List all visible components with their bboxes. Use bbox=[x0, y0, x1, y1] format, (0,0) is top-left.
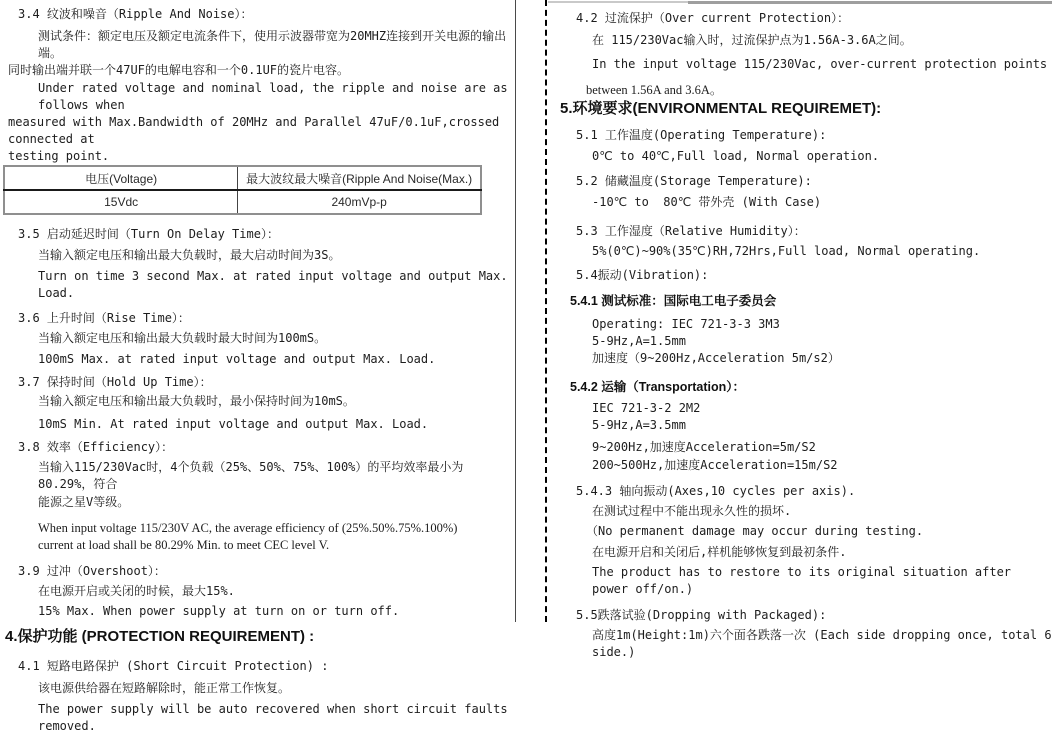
text-line: testing point. bbox=[8, 149, 110, 163]
section-5-2-title: 5.2 储藏温度(Storage Temperature): bbox=[576, 174, 812, 188]
ripple-noise-value-cell: 240mVp-p bbox=[238, 190, 481, 214]
section-5-4-2-heading: 5.4.2 运输（Transportation）： bbox=[570, 380, 746, 394]
text-line: 当输入115/230Vac时，4个负载（25%、50%、75%、100%）的平均效率最小为80.29%，符合 bbox=[38, 460, 464, 491]
text-line: 当输入额定电压和输出最大负载时，最大启动时间为3S。 bbox=[38, 248, 341, 262]
text-line: The product has to restore to its original situation after power off/on.) bbox=[592, 565, 1019, 596]
text-line: In the input voltage 115/230Vac, over-current protection points bbox=[592, 57, 1048, 71]
section-5-5-title: 5.5跌落试验(Dropping with Packaged): bbox=[576, 608, 827, 622]
text-line: 在 115/230Vac输入时，过流保护点为1.56A-3.6A之间。 bbox=[592, 33, 912, 47]
text-line: 10mS Min. At rated input voltage and output Max. Load. bbox=[38, 417, 429, 431]
text-line: 加速度（9~200Hz,Acceleration 5m/s2） bbox=[592, 351, 840, 365]
section-4-heading: 4.保护功能 (PROTECTION REQUIREMENT) : bbox=[5, 628, 315, 645]
text-line: IEC 721-3-2 2M2 bbox=[592, 401, 701, 415]
text-line: 200~500Hz,加速度Acceleration=15m/S2 bbox=[592, 458, 838, 472]
section-3-7-title: 3.7 保持时间（Hold Up Time）： bbox=[18, 375, 212, 389]
text-line: 当输入额定电压和输出最大负载时，最小保持时间为10mS。 bbox=[38, 394, 355, 408]
table-header-row bbox=[4, 166, 481, 190]
section-3-5-title: 3.5 启动延迟时间（Turn On Delay Time）： bbox=[18, 227, 279, 241]
text-line: 9~200Hz,加速度Acceleration=5m/S2 bbox=[592, 440, 816, 454]
text-line: 0℃ to 40℃,Full load, Normal operation. bbox=[592, 149, 880, 163]
text-line: 当输入额定电压和输出最大负载时最大时间为100mS。 bbox=[38, 331, 327, 345]
text-line: 该电源供给器在短路解除时，能正常工作恢复。 bbox=[38, 681, 291, 695]
left-page-bottom-lines bbox=[0, 226, 515, 735]
text-line: 100mS Max. at rated input voltage and output Max. Load. bbox=[38, 352, 436, 366]
text-line: When input voltage 115/230V AC, the average efficiency of (25%.50%.75%.100%) bbox=[38, 521, 458, 535]
text-line: 15% Max. When power supply at turn on or turn off. bbox=[38, 604, 400, 618]
text-line: Operating: IEC 721-3-3 3M3 bbox=[592, 317, 780, 331]
text-line: （No permanent damage may occur during testing. bbox=[586, 524, 924, 538]
section-3-4-title: 3.4 纹波和噪音（Ripple And Noise）： bbox=[18, 7, 253, 21]
text-line: 在电源开启和关闭后,样机能够恢复到最初条件. bbox=[592, 545, 847, 559]
left-page bbox=[0, 0, 515, 733]
section-5-4-title: 5.4振动(Vibration): bbox=[576, 268, 709, 282]
section-5-4-3-title: 5.4.3 轴向振动(Axes,10 cycles per axis). bbox=[576, 484, 856, 498]
text-line: The power supply will be auto recovered when short circuit faults removed. bbox=[38, 702, 515, 733]
text-line: 在电源开启或关闭的时候，最大15%. bbox=[38, 584, 235, 598]
text-line: 测试条件：额定电压及额定电流条件下，使用示波器带宽为20MHZ连接到开关电源的输出端。 bbox=[38, 29, 507, 60]
text-line: 5%(0℃)~90%(35℃)RH,72Hrs,Full load, Normal operating. bbox=[592, 244, 981, 258]
ripple-noise-table bbox=[3, 165, 482, 215]
text-line: 能源之星V等级。 bbox=[38, 495, 130, 509]
text-line: Under rated voltage and nominal load, the ripple and noise are as follows when bbox=[38, 81, 515, 112]
text-line: -10℃ to 80℃ 带外壳 (With Case) bbox=[592, 195, 822, 209]
text-line: 同时输出端并联一个47UF的电解电容和一个0.1UF的瓷片电容。 bbox=[8, 63, 350, 77]
text-line: 在测试过程中不能出现永久性的损坏. bbox=[592, 504, 792, 518]
section-4-1-title: 4.1 短路电路保护 (Short Circuit Protection) : bbox=[18, 659, 329, 673]
table-header-voltage: 电压(Voltage) bbox=[4, 166, 238, 190]
table-header-ripple-noise: 最大波纹最大噪音(Ripple And Noise(Max.) bbox=[238, 166, 481, 190]
text-line: Turn on time 3 second Max. at rated input voltage and output Max. Load. bbox=[38, 269, 515, 300]
section-4-2-title: 4.2 过流保护（Over current Protection）： bbox=[576, 11, 850, 25]
text-line: current at load shall be 80.29% Min. to meet CEC level V. bbox=[38, 538, 330, 552]
section-3-9-title: 3.9 过冲（Overshoot）： bbox=[18, 564, 166, 578]
left-page-right-border-line bbox=[515, 0, 516, 622]
section-5-4-1-heading: 5.4.1 测试标准：国际电工电子委员会 bbox=[570, 294, 777, 308]
page-fold-dashed-line bbox=[545, 0, 547, 622]
section-5-1-title: 5.1 工作温度(Operating Temperature): bbox=[576, 128, 827, 142]
section-3-6-title: 3.6 上升时间（Rise Time）： bbox=[18, 311, 190, 325]
section-5-heading: 5.环境要求(ENVIRONMENTAL REQUIREMET): bbox=[560, 100, 882, 117]
text-line: 高度1m(Height:1m)六个面各跌落一次 (Each side dropping once, total 6 side.) bbox=[592, 628, 1052, 659]
text-line: 5-9Hz,A=3.5mm bbox=[592, 418, 686, 432]
text-line: 5-9Hz,A=1.5mm bbox=[592, 334, 686, 348]
voltage-value-cell: 15Vdc bbox=[104, 195, 139, 209]
table-row bbox=[4, 190, 481, 214]
text-line: between 1.56A and 3.6A。 bbox=[586, 83, 723, 97]
section-3-8-title: 3.8 效率（Efficiency）： bbox=[18, 440, 174, 454]
left-page-top-lines bbox=[0, 6, 515, 165]
right-page bbox=[548, 0, 1052, 659]
section-5-3-title: 5.3 工作湿度（Relative Humidity）： bbox=[576, 224, 806, 238]
right-page-lines bbox=[548, 10, 1052, 661]
text-line: measured with Max.Bandwidth of 20MHz and Parallel 47uF/0.1uF,crossed connected at bbox=[8, 115, 507, 146]
